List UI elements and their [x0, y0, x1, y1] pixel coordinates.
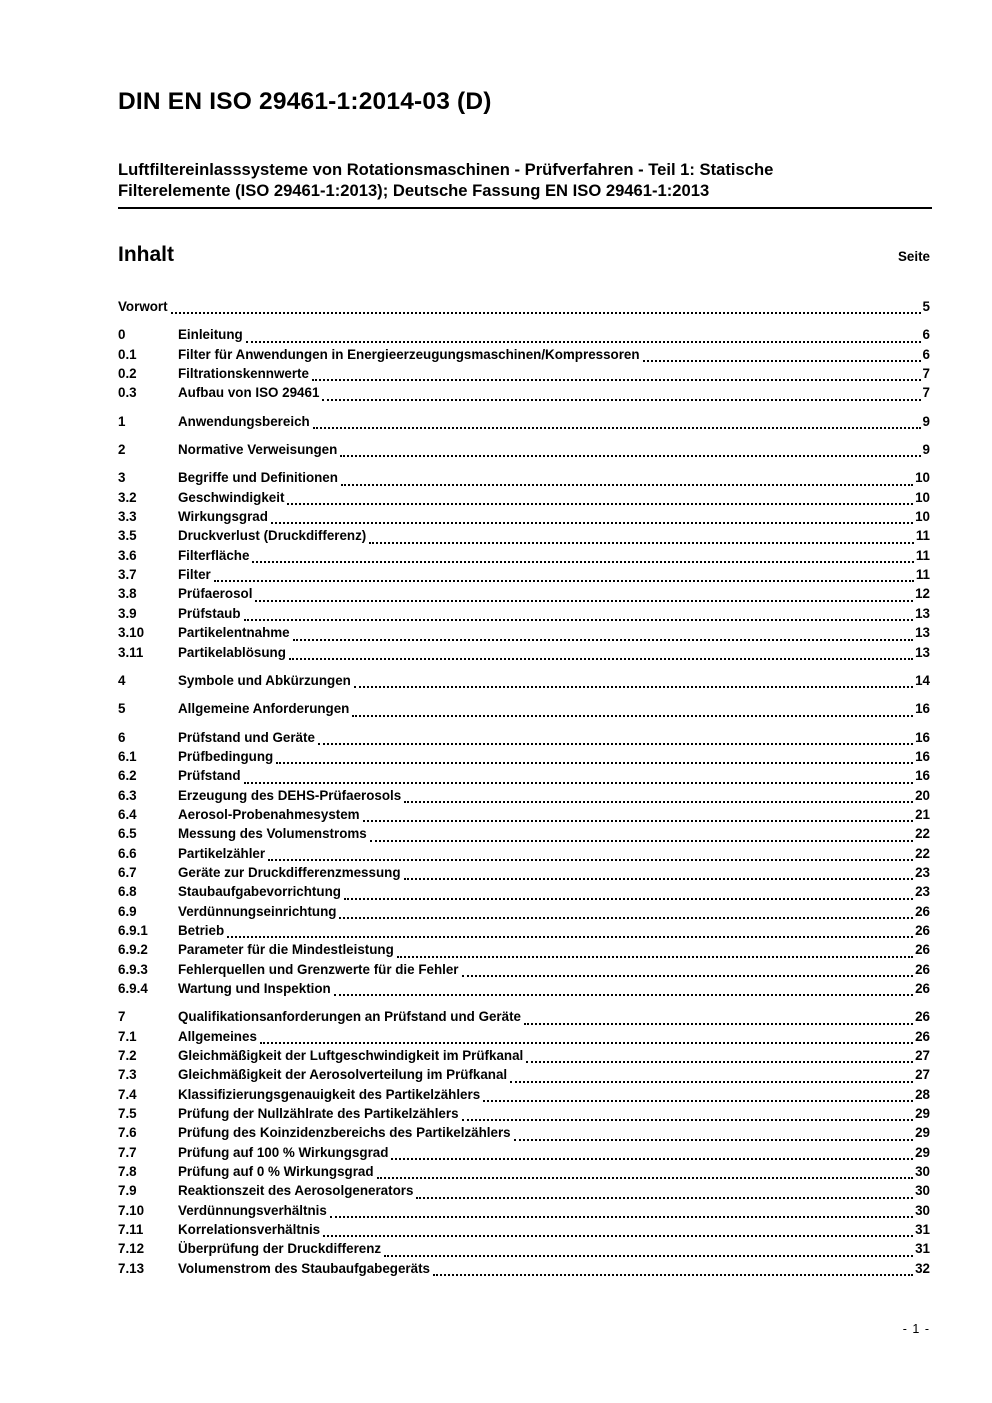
toc-entry: [118, 1067, 930, 1086]
dot-leader: [462, 1119, 914, 1121]
toc-page-column-label: Seite: [897, 249, 930, 264]
toc-entry-page: 29: [915, 1144, 930, 1160]
toc-entry-page: 11: [915, 528, 930, 544]
toc-entry-page: 23: [915, 884, 930, 900]
toc-entry-number: 6.1: [118, 748, 137, 764]
toc-entry-title: Reaktionszeit des Aerosolgenerators: [178, 1183, 414, 1199]
toc-entry-title: Anwendungsbereich: [178, 413, 310, 429]
toc-entry-title: Prüfstaub: [178, 605, 241, 621]
toc-entry: [118, 366, 930, 385]
toc-entry: [118, 923, 930, 942]
toc-entry: [118, 528, 930, 547]
toc-entry-page: 30: [915, 1202, 930, 1218]
toc-entry: [118, 1241, 930, 1260]
toc-entry-number: 4: [118, 672, 126, 688]
toc-entry-page: 26: [915, 961, 930, 977]
toc-entry-title: Prüfung des Koinzidenzbereichs des Partikelzählers: [178, 1125, 511, 1141]
dot-leader: [214, 580, 914, 582]
dot-leader: [510, 1081, 913, 1083]
dot-leader: [526, 1061, 913, 1063]
toc-entry-number: 6.9: [118, 903, 137, 919]
toc-entry-number: 7.11: [118, 1222, 144, 1238]
toc-entry-page: 20: [915, 787, 930, 803]
toc-entry-title: Geschwindigkeit: [178, 489, 285, 505]
toc-entry: [118, 327, 930, 346]
toc-entry: [118, 347, 930, 366]
toc-entry-number: 3.3: [118, 509, 137, 525]
toc-entry: [118, 586, 930, 605]
toc-entry-title: Partikelablösung: [178, 644, 286, 660]
dot-leader: [404, 878, 914, 880]
toc-entry: [118, 548, 930, 567]
toc-entry-title: Erzeugung des DEHS-Prüfaerosols: [178, 787, 402, 803]
toc-entry-number: 3.5: [118, 528, 137, 544]
toc-entry-number: 7.5: [118, 1106, 137, 1122]
toc-entry: [118, 701, 930, 720]
toc-entry-title: Messung des Volumenstroms: [178, 826, 367, 842]
toc-entry: [118, 414, 930, 433]
toc-entry-page: 16: [915, 748, 930, 764]
toc-entry: [118, 1261, 930, 1280]
toc-entry-title: Partikelentnahme: [178, 625, 290, 641]
toc-entry-number: 0: [118, 327, 126, 343]
toc-entry-page: 28: [915, 1086, 930, 1102]
dot-leader: [330, 1216, 913, 1218]
toc-entry-number: 6.8: [118, 884, 137, 900]
toc-entry: [118, 1029, 930, 1048]
toc-entry-title: Staubaufgabevorrichtung: [178, 884, 341, 900]
toc-entry-title: Volumenstrom des Staubaufgabegeräts: [178, 1260, 430, 1276]
toc-entry-number: 3.11: [118, 644, 144, 660]
toc-entry: [118, 490, 930, 509]
dot-leader: [287, 503, 913, 505]
dot-leader: [246, 341, 921, 343]
toc-entry-title: Normative Verweisungen: [178, 442, 338, 458]
toc-entry-page: 23: [915, 864, 930, 880]
toc-entry-page: 29: [915, 1106, 930, 1122]
dot-leader: [227, 936, 913, 938]
toc-entry-title: Gleichmäßigkeit der Luftgeschwindigkeit im Prüfkanal: [178, 1048, 524, 1064]
toc-entry-title: Prüfbedingung: [178, 748, 274, 764]
toc-entry-title: Wirkungsgrad: [178, 509, 268, 525]
dot-leader: [352, 715, 913, 717]
toc-list: [118, 299, 930, 1280]
toc-entry: [118, 904, 930, 923]
toc-entry-page: 5: [922, 299, 930, 314]
toc-entry-number: 6.9.1: [118, 922, 148, 938]
dot-leader: [514, 1139, 913, 1141]
dot-leader: [370, 840, 913, 842]
dot-leader: [244, 619, 914, 621]
dot-leader: [643, 360, 921, 362]
toc-entry-number: 6.2: [118, 768, 137, 784]
toc-entry-number: 7.4: [118, 1086, 137, 1102]
toc-entry-page: 26: [915, 1028, 930, 1044]
toc-entry: [118, 826, 930, 845]
dot-leader: [354, 686, 913, 688]
dot-leader: [260, 1042, 913, 1044]
toc-entry-title: Verdünnungsverhältnis: [178, 1202, 327, 1218]
toc-entry-number: 6.9.4: [118, 981, 148, 996]
toc-entry-title: Prüfstand und Geräte: [178, 729, 315, 745]
toc-entry: [118, 788, 930, 807]
toc-entry-page: 13: [915, 625, 930, 641]
dot-leader: [318, 743, 913, 745]
toc-entry-number: 3.6: [118, 547, 137, 563]
toc-entry: [118, 645, 930, 664]
toc-entry-page: 26: [915, 922, 930, 938]
toc-entry-page: 32: [915, 1260, 930, 1276]
doc-title-block: [118, 159, 932, 209]
toc-entry-number: 7.8: [118, 1164, 137, 1180]
dot-leader: [344, 898, 913, 900]
toc-entry-page: 30: [915, 1164, 930, 1180]
toc-entry-title: Fehlerquellen und Grenzwerte für die Fehler: [178, 961, 459, 977]
toc-entry: [118, 1048, 930, 1067]
toc-entry-title: Allgemeine Anforderungen: [178, 701, 350, 717]
toc-entry-title: Verdünnungseinrichtung: [178, 903, 337, 919]
toc-entry-page: 9: [922, 413, 930, 429]
toc-entry: [118, 942, 930, 961]
toc-entry-number: 7.13: [118, 1260, 145, 1276]
toc-entry-page: 26: [915, 1009, 930, 1025]
dot-leader: [369, 542, 914, 544]
toc-entry-title: Korrelationsverhältnis: [178, 1222, 321, 1238]
toc-entry: [118, 673, 930, 692]
toc-entry-page: 11: [915, 547, 930, 563]
dot-leader: [276, 762, 913, 764]
toc-entry-number: 7: [118, 1009, 126, 1025]
toc-entry-number: 7.12: [118, 1241, 145, 1257]
toc-entry: [118, 606, 930, 625]
toc-entry-title: Geräte zur Druckdifferenzmessung: [178, 864, 401, 880]
toc-entry: [118, 730, 930, 749]
dot-leader: [255, 600, 913, 602]
toc-entry-title: Druckverlust (Druckdifferenz): [178, 528, 367, 544]
toc-entry-number: 3.7: [118, 567, 137, 583]
toc-entry-number: 7.3: [118, 1067, 137, 1083]
toc-entry-title: Filterfläche: [178, 547, 250, 563]
toc-entry-page: 26: [915, 903, 930, 919]
dot-leader: [252, 561, 913, 563]
dot-leader: [171, 312, 921, 314]
toc-entry-title: Symbole und Abkürzungen: [178, 672, 351, 688]
toc-entry: [118, 509, 930, 528]
dot-leader: [433, 1274, 913, 1276]
dot-leader: [293, 639, 913, 641]
toc-entry: [118, 981, 930, 1000]
toc-entry-page: 22: [915, 826, 930, 842]
toc-entry-page: 13: [915, 644, 930, 660]
toc-entry: [118, 1164, 930, 1183]
toc-entry-title: Filtrationskennwerte: [178, 366, 309, 382]
toc-entry-page: 31: [915, 1222, 930, 1238]
dot-leader: [462, 975, 914, 977]
toc-entry-page: 21: [915, 806, 930, 822]
doc-id: DIN EN ISO 29461-1:2014-03 (D): [118, 88, 492, 115]
toc-entry-page: 9: [922, 442, 930, 458]
toc-entry-page: 10: [915, 489, 930, 505]
toc-entry-number: 7.6: [118, 1125, 137, 1141]
toc-entry: [118, 299, 930, 318]
toc-entry-number: 6.5: [118, 826, 137, 842]
toc-entry: [118, 768, 930, 787]
toc-entry-title: Gleichmäßigkeit der Aerosolverteilung im Prüfkanal: [178, 1067, 508, 1083]
toc-entry-page: 29: [915, 1125, 930, 1141]
toc-entry-title: Qualifikationsanforderungen an Prüfstand und Geräte: [178, 1009, 521, 1025]
toc-entry-page: 26: [915, 942, 930, 958]
toc-entry-title: Prüfung auf 100 % Wirkungsgrad: [178, 1144, 389, 1160]
toc-entry-title: Prüfaerosol: [178, 586, 253, 602]
toc-entry: [118, 1125, 930, 1144]
dot-leader: [483, 1100, 913, 1102]
toc-entry-number: 7.10: [118, 1202, 145, 1218]
dot-leader: [334, 994, 913, 996]
toc-entry-number: 6.7: [118, 864, 137, 880]
toc-entry-title: Parameter für die Mindestleistung: [178, 942, 394, 958]
toc-entry-page: 27: [915, 1048, 930, 1064]
toc-entry-page: 6: [922, 327, 930, 343]
toc-entry-title: Filter: [178, 567, 211, 583]
toc-entry: [118, 625, 930, 644]
dot-leader: [289, 658, 913, 660]
toc-entry-title: Partikelzähler: [178, 845, 266, 861]
dot-leader: [322, 399, 920, 401]
toc-entry-number: 6.9.3: [118, 961, 148, 977]
toc-entry-number: 6.4: [118, 806, 137, 822]
toc-entry: [118, 1222, 930, 1241]
toc-heading: Inhalt: [118, 243, 174, 266]
toc-entry-page: 11: [915, 567, 930, 583]
toc-entry-page: 16: [915, 701, 930, 717]
toc-entry-number: 2: [118, 442, 126, 458]
toc-entry: [118, 1203, 930, 1222]
toc-entry-number: 1: [118, 413, 126, 429]
dot-leader: [524, 1023, 913, 1025]
toc-entry-page: 10: [915, 509, 930, 525]
dot-leader: [384, 1255, 913, 1257]
toc-entry-number: 3: [118, 470, 126, 486]
toc-entry-page: 31: [915, 1241, 930, 1257]
toc-entry: [118, 385, 930, 404]
toc-entry: [118, 1009, 930, 1028]
doc-title-line2: Filterelemente (ISO 29461-1:2013); Deutsche Fassung EN ISO 29461-1:2013: [118, 181, 710, 200]
dot-leader: [363, 820, 914, 822]
toc-entry-title: Wartung und Inspektion: [178, 981, 331, 996]
toc-entry-number: 7.7: [118, 1144, 137, 1160]
toc-entry: [118, 846, 930, 865]
dot-leader: [323, 1235, 913, 1237]
toc-entry: [118, 865, 930, 884]
toc-entry-page: 16: [915, 729, 930, 745]
dot-leader: [377, 1177, 914, 1179]
dot-leader: [416, 1197, 913, 1199]
dot-leader: [271, 522, 913, 524]
toc-entry: [118, 1106, 930, 1125]
toc-entry-page: 22: [915, 845, 930, 861]
toc-entry-page: 16: [915, 768, 930, 784]
toc-entry-page: 6: [922, 346, 930, 362]
toc-entry: [118, 442, 930, 461]
toc-entry-number: 6.9.2: [118, 942, 148, 958]
toc-entry-number: 3.2: [118, 489, 137, 505]
dot-leader: [268, 859, 913, 861]
toc-entry-title: Aerosol-Probenahmesystem: [178, 806, 360, 822]
toc-entry-number: 7.9: [118, 1183, 137, 1199]
toc-entry-title: Prüfstand: [178, 768, 241, 784]
toc-entry-number: 0.1: [118, 346, 137, 362]
toc-entry: [118, 470, 930, 489]
toc-entry: [118, 1183, 930, 1202]
toc-entry-page: 12: [915, 586, 930, 602]
toc-entry-page: 14: [915, 672, 930, 688]
toc-entry-number: 0.3: [118, 385, 137, 401]
toc-entry: [118, 749, 930, 768]
dot-leader: [391, 1158, 913, 1160]
toc-entry-page: 7: [922, 385, 930, 401]
toc-entry: [118, 962, 930, 981]
toc-entry-page: 7: [922, 366, 930, 382]
toc-entry-number: 3.9: [118, 605, 137, 621]
toc-entry: [118, 1087, 930, 1106]
toc-entry-title: Prüfung auf 0 % Wirkungsgrad: [178, 1164, 374, 1180]
toc-entry-number: 0.2: [118, 366, 137, 382]
doc-title-line1: Luftfiltereinlasssysteme von Rotationsmaschinen - Prüfverfahren - Teil 1: Statische: [118, 160, 774, 179]
page-number-footer: - 1 -: [902, 1322, 930, 1336]
dot-leader: [312, 379, 921, 381]
toc-entry: [118, 567, 930, 586]
toc-entry-title: Überprüfung der Druckdifferenz: [178, 1241, 382, 1257]
toc-entry-title: Begriffe und Definitionen: [178, 470, 338, 486]
dot-leader: [339, 917, 913, 919]
toc-header-row: [118, 243, 930, 267]
toc-entry-page: 10: [915, 470, 930, 486]
toc-entry-title: Vorwort: [118, 299, 168, 314]
toc-entry-title: Klassifizierungsgenauigkeit des Partikelzählers: [178, 1086, 481, 1102]
toc-entry-title: Allgemeines: [178, 1028, 257, 1044]
toc-entry-number: 3.10: [118, 625, 145, 641]
toc-entry-number: 7.2: [118, 1048, 137, 1064]
toc-entry-number: 3.8: [118, 586, 137, 602]
dot-leader: [397, 956, 913, 958]
toc-entry-page: 27: [915, 1067, 930, 1083]
toc-entry-number: 7.1: [118, 1028, 137, 1044]
dot-leader: [313, 427, 921, 429]
toc-entry-title: Aufbau von ISO 29461: [178, 385, 320, 401]
toc-entry-number: 6: [118, 729, 126, 745]
toc-entry: [118, 884, 930, 903]
toc-entry-page: 30: [915, 1183, 930, 1199]
toc-entry-page: 26: [915, 981, 930, 996]
toc-entry-title: Prüfung der Nullzählrate des Partikelzählers: [178, 1106, 459, 1122]
toc-entry-number: 5: [118, 701, 126, 717]
toc-entry-title: Betrieb: [178, 922, 225, 938]
toc-entry-title: Filter für Anwendungen in Energieerzeugungsmaschinen/Kompressoren: [178, 346, 640, 362]
dot-leader: [404, 801, 913, 803]
toc-entry: [118, 807, 930, 826]
toc-entry: [118, 1145, 930, 1164]
toc-entry-number: 6.3: [118, 787, 137, 803]
dot-leader: [341, 484, 913, 486]
dot-leader: [244, 782, 914, 784]
toc-entry-title: Einleitung: [178, 327, 243, 343]
dot-leader: [340, 455, 920, 457]
toc-entry-number: 6.6: [118, 845, 137, 861]
toc-entry-page: 13: [915, 605, 930, 621]
